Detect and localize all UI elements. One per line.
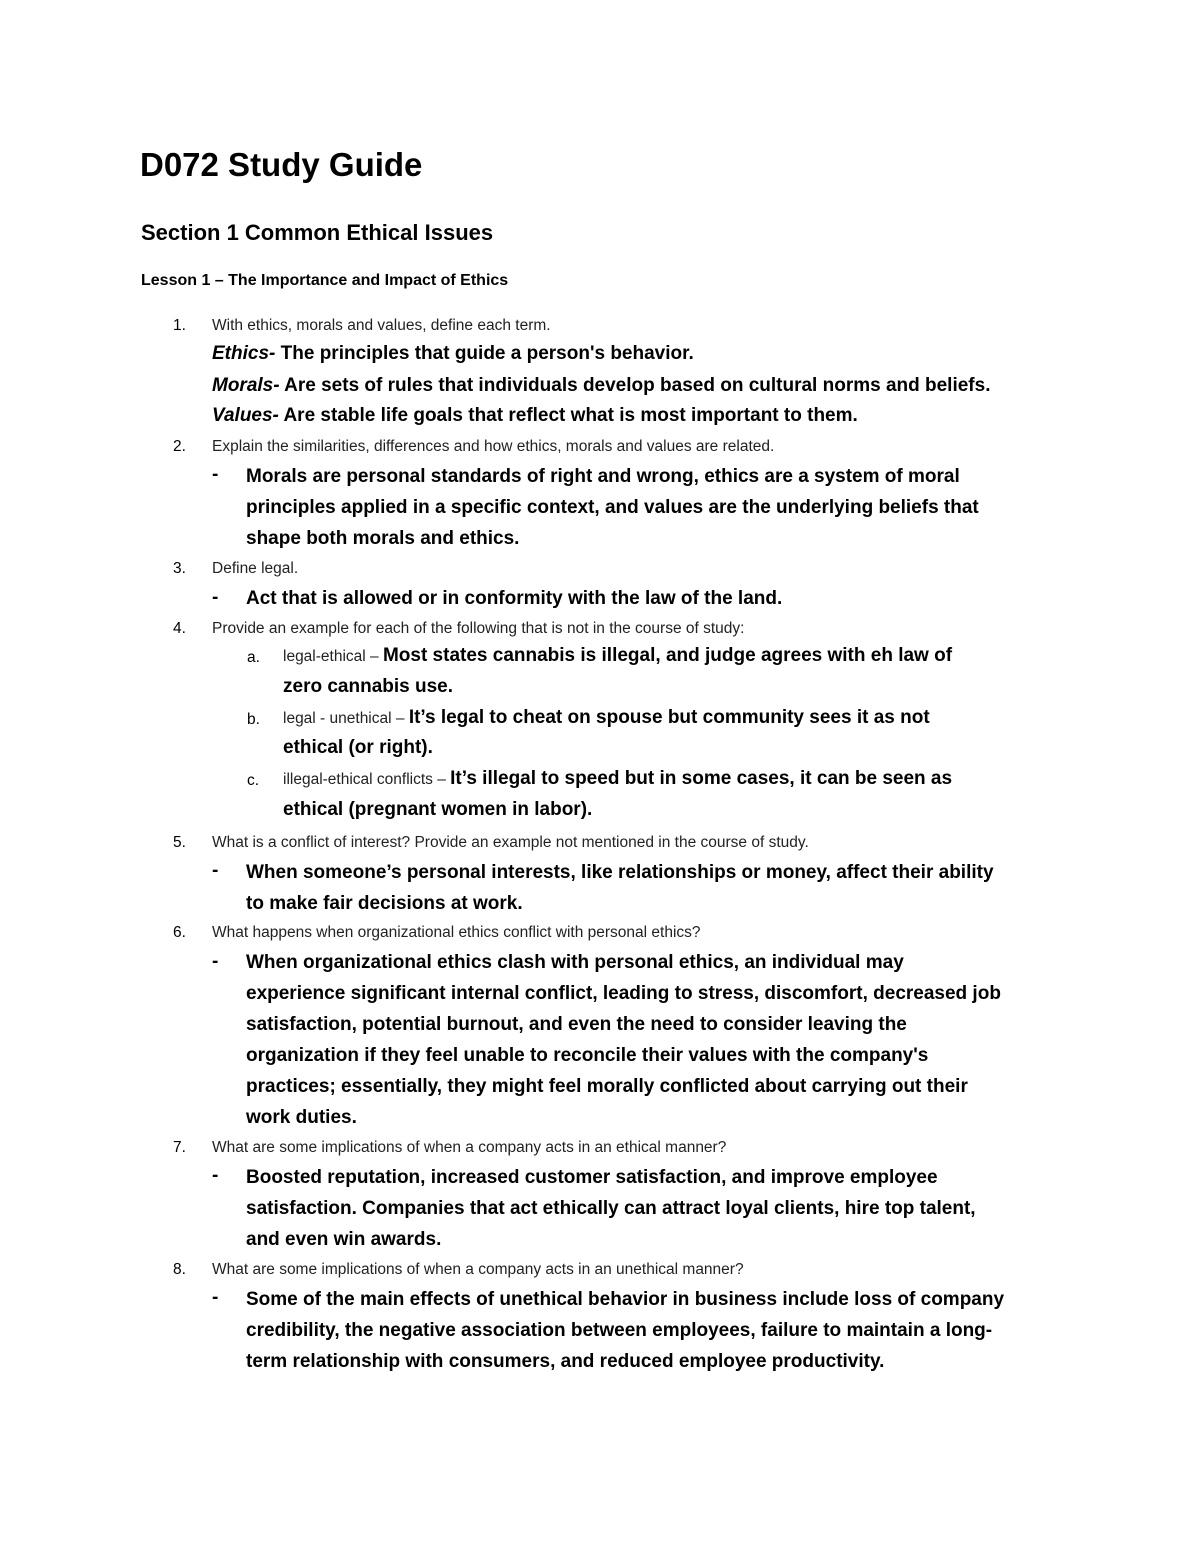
document-title: D072 Study Guide: [140, 146, 423, 183]
lesson-heading: Lesson 1 – The Importance and Impact of Ethics: [141, 272, 509, 289]
question-text: Provide an example for each of the following that is not in the course of study:: [212, 620, 745, 637]
question-number: 3.: [173, 560, 186, 577]
answer-line: When organizational ethics clash with personal ethics, an individual may: [246, 952, 904, 973]
question-number: 2.: [173, 438, 186, 455]
question-number: 5.: [173, 834, 186, 851]
bullet-dash: -: [212, 1287, 219, 1308]
definition-ethics: [212, 343, 694, 365]
answer-line: experience significant internal conflict, leading to stress, discomfort, decreased job: [246, 983, 1001, 1004]
answer-line: Boosted reputation, increased customer satisfaction, and improve employee: [246, 1167, 938, 1188]
answer-line: When someone’s personal interests, like relationships or money, affect their ability: [246, 862, 994, 883]
question-number: 6.: [173, 924, 186, 941]
sub-item-label: legal-ethical –: [283, 648, 383, 665]
bullet-dash: -: [212, 951, 219, 972]
answer-line: credibility, the negative association between employees, failure to maintain a long-: [246, 1320, 993, 1341]
question-text: What is a conflict of interest? Provide an example not mentioned in the course of study.: [212, 834, 809, 851]
question-text: With ethics, morals and values, define each term.: [212, 317, 551, 334]
bullet-dash: -: [212, 464, 219, 485]
sub-item-letter: c.: [247, 772, 260, 789]
answer-line: term relationship with consumers, and reduced employee productivity.: [246, 1351, 885, 1372]
bullet-dash: -: [212, 860, 219, 881]
answer-line: and even win awards.: [246, 1229, 442, 1250]
sub-item-answer: It’s illegal to speed but in some cases, it can be seen as: [450, 768, 953, 789]
definition-text: Are stable life goals that reflect what is most important to them.: [278, 405, 858, 426]
sub-item-continuation: ethical (pregnant women in labor).: [283, 799, 593, 820]
answer-line: work duties.: [246, 1107, 357, 1128]
sub-item-answer: It’s legal to cheat on spouse but community sees it as not: [408, 707, 930, 728]
definition-values: [212, 405, 858, 427]
bullet-dash: -: [212, 587, 219, 608]
question-text: What are some implications of when a company acts in an ethical manner?: [212, 1139, 727, 1156]
sub-item-continuation: ethical (or right).: [283, 737, 433, 758]
sub-item: [283, 768, 952, 790]
term-morals: Morals-: [212, 375, 280, 396]
bullet-dash: -: [212, 1165, 219, 1186]
question-number: 1.: [173, 317, 186, 334]
sub-item-letter: a.: [247, 649, 260, 666]
question-text: What happens when organizational ethics conflict with personal ethics?: [212, 924, 701, 941]
sub-item: [283, 707, 930, 729]
sub-item: [283, 645, 952, 667]
question-text: What are some implications of when a company acts in an unethical manner?: [212, 1261, 744, 1278]
section-heading: Section 1 Common Ethical Issues: [141, 220, 494, 245]
term-values: Values-: [212, 405, 279, 426]
answer-line: Morals are personal standards of right and wrong, ethics are a system of moral: [246, 466, 960, 487]
question-number: 4.: [173, 620, 186, 637]
question-text: Explain the similarities, differences and how ethics, morals and values are related.: [212, 438, 775, 455]
question-number: 7.: [173, 1139, 186, 1156]
answer-line: practices; essentially, they might feel morally conflicted about carrying out their: [246, 1076, 968, 1097]
definition-morals: [212, 375, 990, 397]
answer-line: Act that is allowed or in conformity with the law of the land.: [246, 588, 783, 609]
sub-item-answer: Most states cannabis is illegal, and judge agrees with eh law of: [382, 645, 953, 666]
definition-text: The principles that guide a person's behavior.: [275, 343, 694, 364]
question-number: 8.: [173, 1261, 186, 1278]
sub-item-label: legal - unethical –: [283, 710, 409, 727]
definition-text: Are sets of rules that individuals develop based on cultural norms and beliefs.: [279, 375, 991, 396]
answer-line: Some of the main effects of unethical behavior in business include loss of company: [246, 1289, 1005, 1310]
answer-line: satisfaction. Companies that act ethically can attract loyal clients, hire top talent,: [246, 1198, 976, 1219]
sub-item-continuation: zero cannabis use.: [283, 676, 454, 697]
answer-line: organization if they feel unable to reconcile their values with the company's: [246, 1045, 929, 1066]
answer-line: shape both morals and ethics.: [246, 528, 520, 549]
sub-item-letter: b.: [247, 711, 260, 728]
term-ethics: Ethics-: [212, 343, 276, 364]
answer-line: satisfaction, potential burnout, and even the need to consider leaving the: [246, 1014, 907, 1035]
question-text: Define legal.: [212, 560, 299, 577]
answer-line: principles applied in a specific context, and values are the underlying beliefs that: [246, 497, 979, 518]
answer-line: to make fair decisions at work.: [246, 893, 523, 914]
sub-item-label: illegal-ethical conflicts –: [283, 771, 451, 788]
